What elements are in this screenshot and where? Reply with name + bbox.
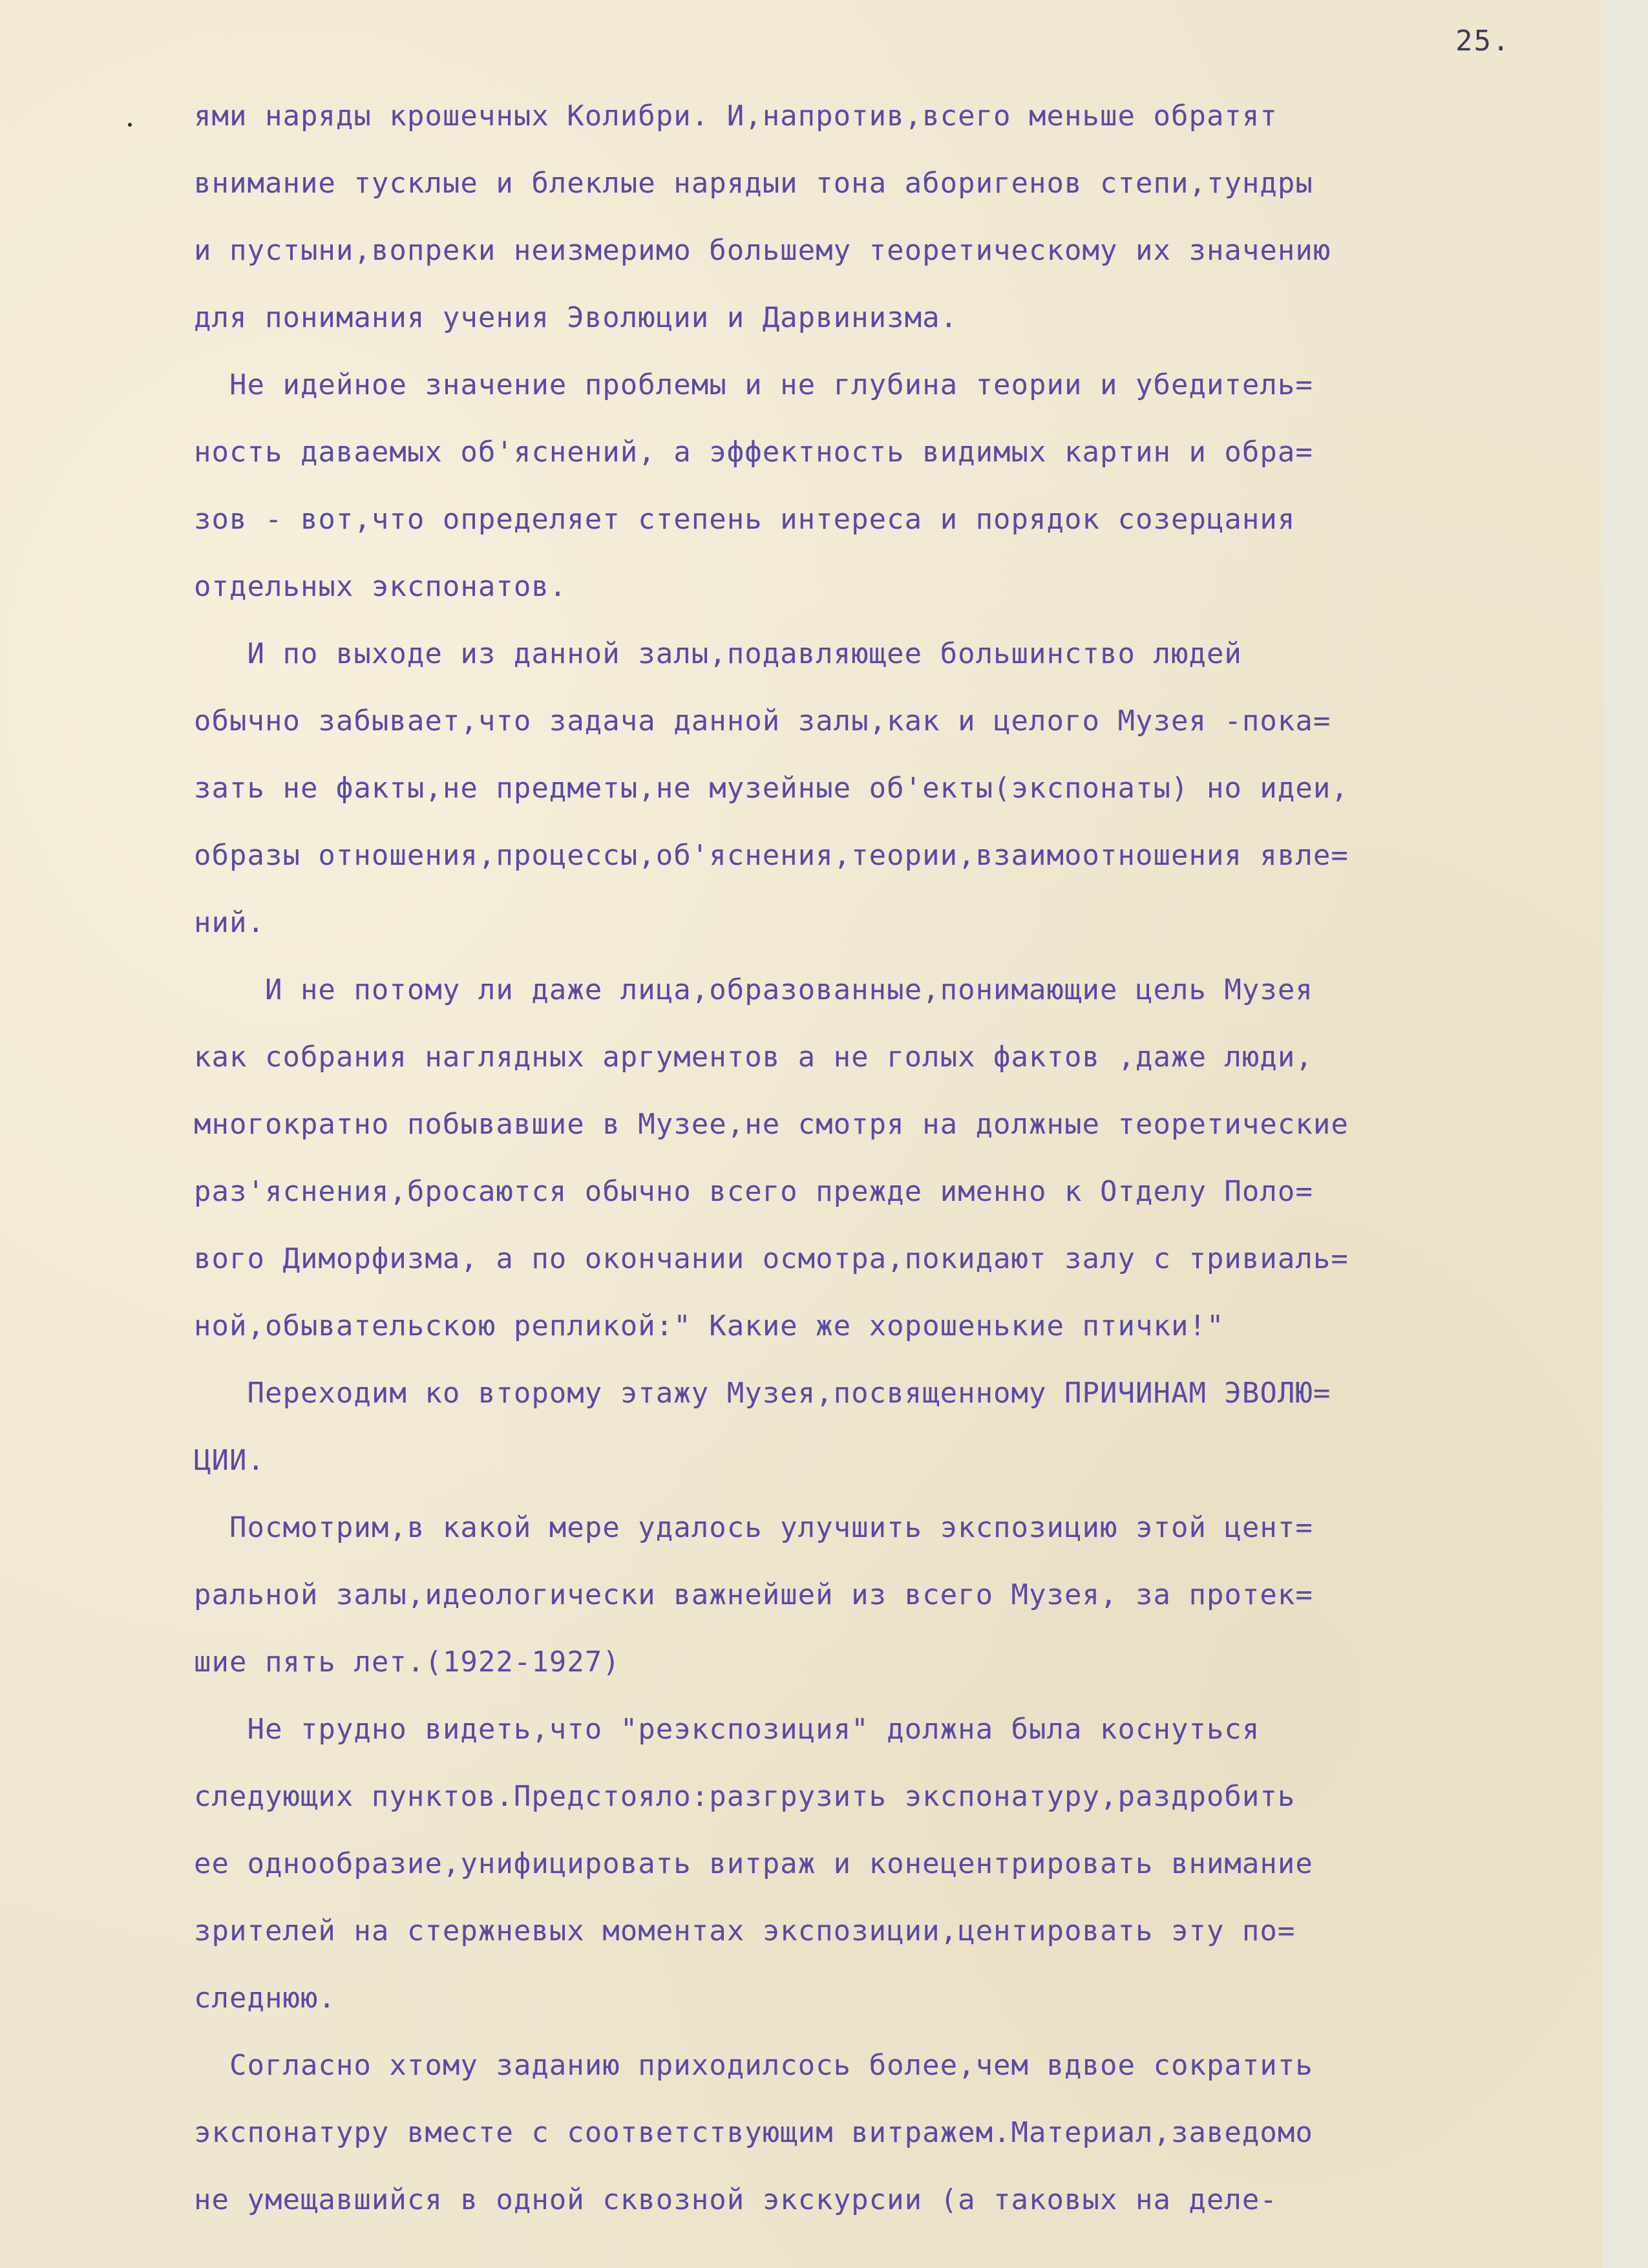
text-line: раз'яснения,бросаются обычно всего прежде именно к Отделу Поло=: [194, 1175, 1313, 1208]
text-line: И не потому ли даже лица,образованные,понимающие цель Музея: [194, 973, 1313, 1006]
text-line: ями наряды крошечных Колибри. И,напротив,всего меньше обратят: [194, 100, 1278, 132]
text-line: ность даваемых об'яснений, а эффектность видимых картин и обра=: [194, 436, 1313, 469]
text-line: И по выходе из данной залы,подавляющее большинство людей: [194, 637, 1242, 670]
text-line: обычно забывает,что задача данной залы,как и целого Музея -пока=: [194, 705, 1331, 737]
text-line: как собрания наглядных аргументов а не голых фактов ,даже люди,: [194, 1041, 1313, 1074]
text-line: вого Диморфизма, а по окончании осмотра,покидают залу с тривиаль=: [194, 1242, 1349, 1275]
text-line: для понимания учения Эволюции и Дарвинизма.: [194, 301, 958, 334]
text-line: и пустыни,вопреки неизмеримо большему теоретическому их значению: [194, 234, 1331, 267]
text-line: следнюю.: [194, 1982, 336, 2015]
text-line: внимание тусклые и блеклые нарядыи тона аборигенов степи,тундры: [194, 167, 1313, 200]
text-line: ний.: [194, 906, 265, 939]
text-line: ной,обывательскою репликой:" Какие же хорошенькие птички!": [194, 1309, 1225, 1342]
page-number: 25.: [1455, 25, 1511, 58]
text-line: многократно побывавшие в Музее,не смотря на должные теоретические: [194, 1108, 1349, 1141]
text-line: Согласно хтому заданию приходилсось более,чем вдвое сократить: [194, 2049, 1313, 2082]
text-line: Переходим ко второму этажу Музея,посвященному ПРИЧИНАМ ЭВОЛЮ=: [194, 1377, 1331, 1410]
text-line: Не идейное значение проблемы и не глубина теории и убедитель=: [194, 368, 1313, 401]
text-line: ЦИИ.: [194, 1444, 265, 1477]
text-line: следующих пунктов.Предстояло:разгрузить экспонатуру,раздробить: [194, 1780, 1296, 1813]
text-line: ее однообразие,унифицировать витраж и конецентрировать внимание: [194, 1847, 1313, 1880]
text-line: не умещавшийся в одной сквозной экскурсии (а таковых на деле-: [194, 2183, 1278, 2216]
text-line: ральной залы,идеологически важнейшей из всего Музея, за протек=: [194, 1578, 1313, 1611]
text-line: зрителей на стержневых моментах экспозиции,центировать эту по=: [194, 1914, 1296, 1947]
ink-mark: [128, 123, 132, 127]
text-line: образы отношения,процессы,об'яснения,теории,взаимоотношения явле=: [194, 839, 1349, 872]
text-line: Посмотрим,в какой мере удалось улучшить экспозицию этой цент=: [194, 1511, 1313, 1544]
text-line: шие пять лет.(1922-1927): [194, 1646, 620, 1679]
text-line: экспонатуру вместе с соответствующим витражем.Материал,заведомо: [194, 2116, 1313, 2149]
text-line: отдельных экспонатов.: [194, 570, 567, 603]
text-line: Не трудно видеть,что "реэкспозиция" должна была коснуться: [194, 1713, 1260, 1746]
page-edge-background: [1603, 0, 1648, 2268]
text-line: зов - вот,что определяет степень интереса и порядок созерцания: [194, 503, 1296, 536]
typed-text-body: [194, 83, 1603, 2234]
text-line: зать не факты,не предметы,не музейные об'екты(экспонаты) но идеи,: [194, 772, 1349, 805]
